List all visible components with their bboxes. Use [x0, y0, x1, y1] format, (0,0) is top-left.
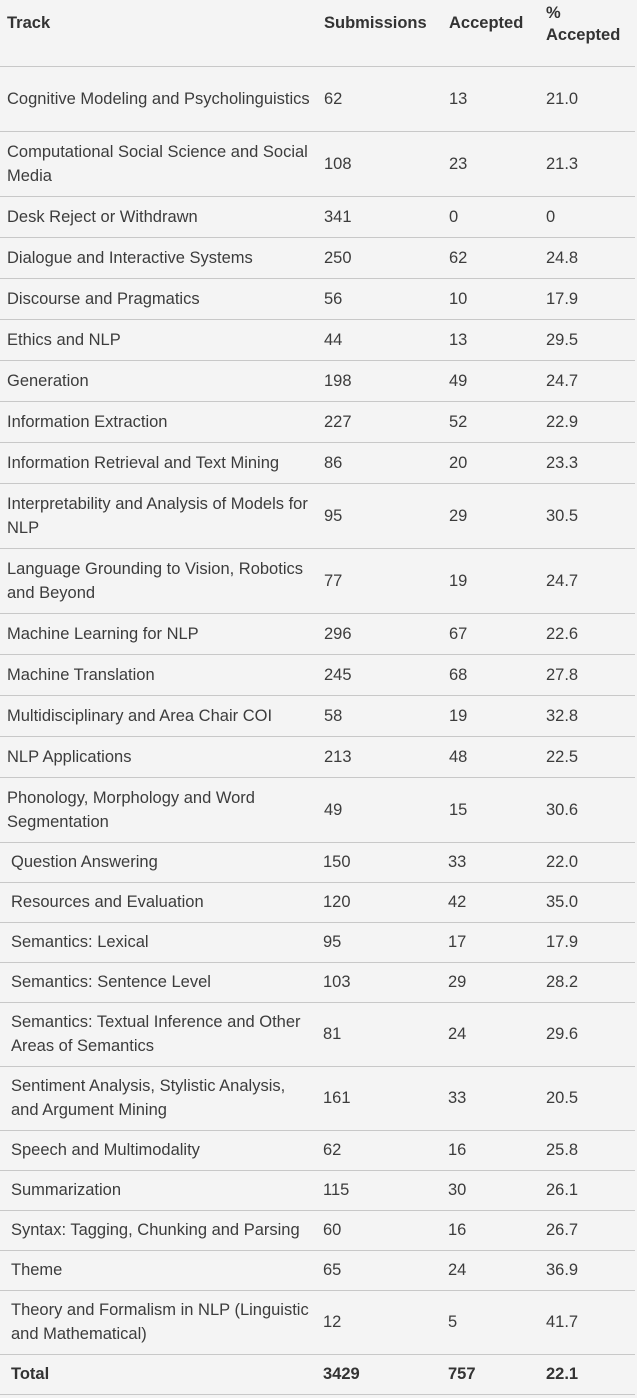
table-row — [0, 1170, 635, 1210]
track-cell: Information Retrieval and Text Mining — [0, 442, 317, 483]
percent-cell: 29.5 — [539, 319, 635, 360]
track-cell: Cognitive Modeling and Psycholinguistics — [0, 66, 317, 131]
table-row — [0, 613, 635, 654]
table-row — [0, 483, 635, 548]
accepted-cell: 68 — [442, 654, 539, 695]
table-row — [0, 66, 635, 131]
submissions-cell: 115 — [317, 1170, 442, 1210]
submissions-cell: 103 — [317, 962, 442, 1002]
accepted-cell: 33 — [442, 1066, 539, 1130]
submissions-cell: 81 — [317, 1002, 442, 1066]
table-row — [0, 1290, 635, 1354]
table-row — [0, 1130, 635, 1170]
track-cell: Ethics and NLP — [0, 319, 317, 360]
accepted-cell: 42 — [442, 882, 539, 922]
table-row — [0, 278, 635, 319]
percent-cell: 27.8 — [539, 654, 635, 695]
percent-cell: 26.7 — [539, 1210, 635, 1250]
submissions-cell: 62 — [317, 66, 442, 131]
submissions-cell: 198 — [317, 360, 442, 401]
table-row — [0, 1066, 635, 1130]
accepted-cell: 23 — [442, 131, 539, 196]
table-row — [0, 1250, 635, 1290]
table-row — [0, 922, 635, 962]
table-row — [0, 360, 635, 401]
accepted-cell: 17 — [442, 922, 539, 962]
accepted-cell: 19 — [442, 548, 539, 613]
accepted-cell: 29 — [442, 962, 539, 1002]
track-cell: Machine Translation — [0, 654, 317, 695]
percent-cell: 23.3 — [539, 442, 635, 483]
accepted-cell: 16 — [442, 1130, 539, 1170]
track-cell: Semantics: Sentence Level — [0, 962, 317, 1002]
track-cell: Semantics: Lexical — [0, 922, 317, 962]
track-cell: NLP Applications — [0, 736, 317, 777]
header-percent-label: Accepted — [546, 26, 621, 44]
percent-cell: 22.6 — [539, 613, 635, 654]
header-submissions: Submissions — [317, 0, 442, 66]
percent-cell: 24.7 — [539, 360, 635, 401]
accepted-cell: 48 — [442, 736, 539, 777]
table-row — [0, 237, 635, 278]
track-cell: Multidisciplinary and Area Chair COI — [0, 695, 317, 736]
submissions-cell: 296 — [317, 613, 442, 654]
track-cell: Information Extraction — [0, 401, 317, 442]
header-percent-symbol: % — [546, 4, 561, 22]
submissions-cell: 120 — [317, 882, 442, 922]
submissions-cell: 227 — [317, 401, 442, 442]
percent-cell: 24.8 — [539, 237, 635, 278]
accepted-cell: 15 — [442, 777, 539, 842]
percent-cell: 22.5 — [539, 736, 635, 777]
accepted-cell: 5 — [442, 1290, 539, 1354]
track-cell: Interpretability and Analysis of Models for NLP — [0, 483, 317, 548]
submissions-cell: 108 — [317, 131, 442, 196]
accepted-cell: 30 — [442, 1170, 539, 1210]
header-track: Track — [0, 0, 317, 66]
accepted-cell: 0 — [442, 196, 539, 237]
percent-cell: 30.5 — [539, 483, 635, 548]
percent-cell: 28.2 — [539, 962, 635, 1002]
submissions-cell: 245 — [317, 654, 442, 695]
accepted-cell: 13 — [442, 66, 539, 131]
accepted-cell: 10 — [442, 278, 539, 319]
table-row — [0, 695, 635, 736]
table-row — [0, 442, 635, 483]
submissions-cell: 95 — [317, 483, 442, 548]
table-body — [0, 66, 635, 1354]
table-row — [0, 196, 635, 237]
percent-cell: 0 — [539, 196, 635, 237]
submissions-cell: 58 — [317, 695, 442, 736]
percent-cell: 41.7 — [539, 1290, 635, 1354]
total-percent: 22.1 — [539, 1354, 635, 1394]
header-accepted: Accepted — [442, 0, 539, 66]
track-cell: Machine Learning for NLP — [0, 613, 317, 654]
total-label: Total — [0, 1354, 317, 1394]
percent-cell: 32.8 — [539, 695, 635, 736]
table-row — [0, 842, 635, 882]
percent-cell: 22.9 — [539, 401, 635, 442]
track-cell: Language Grounding to Vision, Robotics and Beyond — [0, 548, 317, 613]
submissions-cell: 77 — [317, 548, 442, 613]
table-row — [0, 131, 635, 196]
percent-cell: 22.0 — [539, 842, 635, 882]
submissions-cell: 56 — [317, 278, 442, 319]
total-row — [0, 1354, 635, 1394]
submissions-cell: 65 — [317, 1250, 442, 1290]
accepted-cell: 33 — [442, 842, 539, 882]
percent-cell: 26.1 — [539, 1170, 635, 1210]
submissions-cell: 213 — [317, 736, 442, 777]
accepted-cell: 16 — [442, 1210, 539, 1250]
accepted-cell: 52 — [442, 401, 539, 442]
table-row — [0, 401, 635, 442]
total-submissions: 3429 — [317, 1354, 442, 1394]
percent-cell: 20.5 — [539, 1066, 635, 1130]
table-row — [0, 777, 635, 842]
submissions-cell: 341 — [317, 196, 442, 237]
table-row — [0, 882, 635, 922]
percent-cell: 24.7 — [539, 548, 635, 613]
track-cell: Sentiment Analysis, Stylistic Analysis, and Argument Mining — [0, 1066, 317, 1130]
percent-cell: 29.6 — [539, 1002, 635, 1066]
accepted-cell: 49 — [442, 360, 539, 401]
track-cell: Resources and Evaluation — [0, 882, 317, 922]
total-accepted: 757 — [442, 1354, 539, 1394]
table-row — [0, 319, 635, 360]
percent-cell: 25.8 — [539, 1130, 635, 1170]
submissions-cell: 250 — [317, 237, 442, 278]
track-cell: Generation — [0, 360, 317, 401]
submissions-cell: 12 — [317, 1290, 442, 1354]
track-cell: Discourse and Pragmatics — [0, 278, 317, 319]
track-cell: Phonology, Morphology and Word Segmentation — [0, 777, 317, 842]
track-cell: Semantics: Textual Inference and Other Areas of Semantics — [0, 1002, 317, 1066]
track-cell: Summarization — [0, 1170, 317, 1210]
track-cell: Theme — [0, 1250, 317, 1290]
accepted-cell: 29 — [442, 483, 539, 548]
track-cell: Theory and Formalism in NLP (Linguistic and Mathematical) — [0, 1290, 317, 1354]
table-row — [0, 736, 635, 777]
accepted-cell: 20 — [442, 442, 539, 483]
header-percent-accepted — [539, 0, 635, 66]
percent-cell: 17.9 — [539, 278, 635, 319]
percent-cell: 21.3 — [539, 131, 635, 196]
percent-cell: 21.0 — [539, 66, 635, 131]
accepted-cell: 13 — [442, 319, 539, 360]
track-cell: Speech and Multimodality — [0, 1130, 317, 1170]
percent-cell: 17.9 — [539, 922, 635, 962]
track-cell: Syntax: Tagging, Chunking and Parsing — [0, 1210, 317, 1250]
table-row — [0, 654, 635, 695]
accepted-cell: 24 — [442, 1250, 539, 1290]
accepted-cell: 19 — [442, 695, 539, 736]
accepted-cell: 24 — [442, 1002, 539, 1066]
table-row — [0, 962, 635, 1002]
accepted-cell: 67 — [442, 613, 539, 654]
submissions-cell: 49 — [317, 777, 442, 842]
track-cell: Question Answering — [0, 842, 317, 882]
submissions-cell: 86 — [317, 442, 442, 483]
submissions-cell: 95 — [317, 922, 442, 962]
track-cell: Desk Reject or Withdrawn — [0, 196, 317, 237]
track-cell: Dialogue and Interactive Systems — [0, 237, 317, 278]
submissions-cell: 150 — [317, 842, 442, 882]
submissions-cell: 60 — [317, 1210, 442, 1250]
accepted-cell: 62 — [442, 237, 539, 278]
submissions-cell: 62 — [317, 1130, 442, 1170]
percent-cell: 30.6 — [539, 777, 635, 842]
percent-cell: 36.9 — [539, 1250, 635, 1290]
table-row — [0, 548, 635, 613]
table-row — [0, 1210, 635, 1250]
header-row — [0, 0, 635, 66]
percent-cell: 35.0 — [539, 882, 635, 922]
submissions-cell: 161 — [317, 1066, 442, 1130]
table-row — [0, 1002, 635, 1066]
submissions-cell: 44 — [317, 319, 442, 360]
track-cell: Computational Social Science and Social Media — [0, 131, 317, 196]
